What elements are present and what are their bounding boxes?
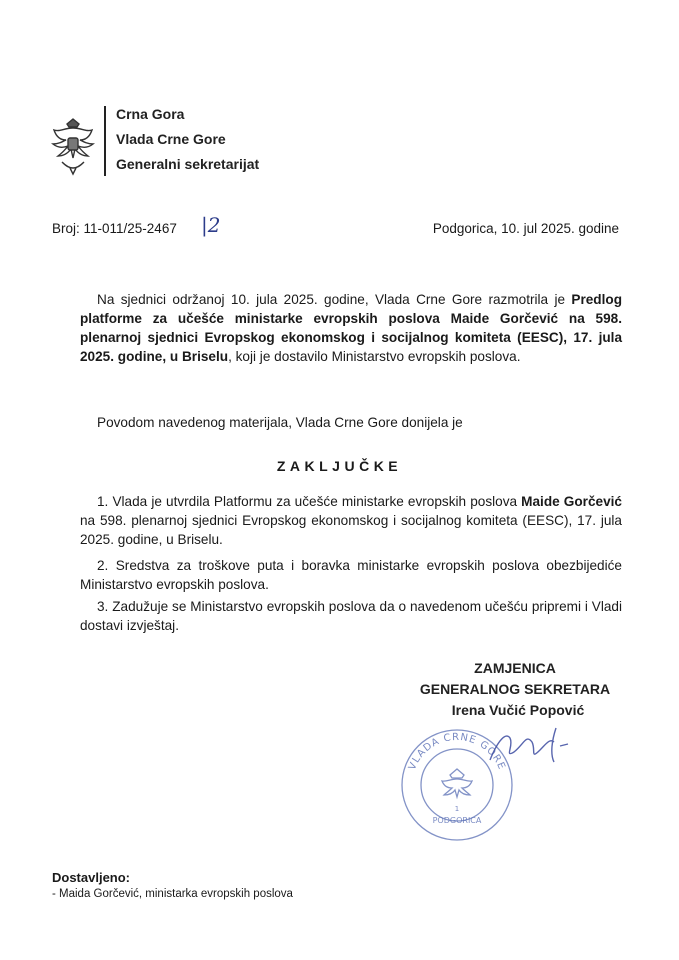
- distribution-item: - Maida Gorčević, ministarka evropskih poslova: [52, 888, 293, 900]
- signatory-title-2: GENERALNOG SEKRETARA: [419, 681, 611, 697]
- reference-number: Broj: 11-011/25-2467: [52, 221, 177, 236]
- conclusion-item-3: 3. Zadužuje se Ministarstvo evropskih poslova da o navedenom učešću pripremi i Vladi dostavi izvještaj.: [80, 599, 622, 633]
- department-name: Generalni sekretarijat: [116, 156, 260, 172]
- header-divider: [104, 106, 106, 176]
- conclusion-item-1: 1. Vlada je utvrdila Platformu za učešće ministarke evropskih poslova Maide Gorčević na 598. plenarnoj sjednici Evropskog ekonomskog i socijalnog komiteta (EESC), 17. jula 2025. godine, u Briselu.: [80, 494, 622, 547]
- montenegro-coat-of-arms-icon: [50, 118, 96, 176]
- stamp-text-top: VLADA CRNE GORE: [406, 731, 508, 772]
- conclusion-item-2: 2. Sredstva za troškove puta i boravka ministarke evropskih poslova obezbijediće Ministarstvo evropskih poslova.: [80, 558, 622, 592]
- intro-paragraph: Na sjednici održanoj 10. jula 2025. godine, Vlada Crne Gore razmotrila je Predlog platforme za učešće ministarke evropskih poslova Maide Gorčević na 598. plenarnoj sjednici Evropskog ekonomskog i socijalnog komiteta (EESC), 17. jula 2025. godine, u Briselu, koji je dostavilo Ministarstvo evropskih poslova.: [80, 292, 622, 364]
- signatory-title-1: ZAMJENICA: [474, 660, 556, 676]
- document-date: Podgorica, 10. jul 2025. godine: [432, 221, 619, 236]
- government-name: Vlada Crne Gore: [116, 131, 226, 147]
- distribution-label: Dostavljeno:: [52, 870, 131, 885]
- stamp-number: 1: [454, 805, 460, 813]
- conclusions-title: ZAKLJUČKE: [276, 458, 403, 474]
- stamp-text-bottom: PODGORICA: [432, 816, 482, 825]
- decision-paragraph: Povodom navedenog materijala, Vlada Crne Gore donijela je: [97, 415, 463, 430]
- handwritten-suffix: |2: [201, 213, 221, 237]
- country-name: Crna Gora: [116, 106, 185, 122]
- handwritten-signature: [480, 720, 570, 770]
- signatory-name: Irena Vučić Popović: [451, 702, 585, 718]
